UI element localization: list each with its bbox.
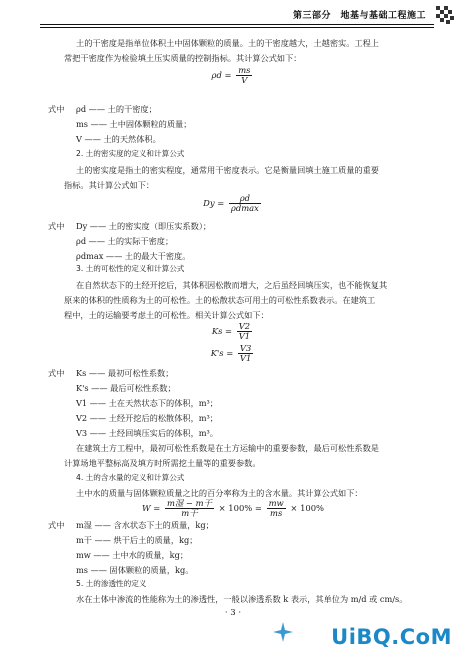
section-heading: 3. 土的可松性的定义和计算公式 — [76, 264, 185, 273]
body-line: 程中，土的运输要考虑土的可松性。相关计算公式如下： — [64, 310, 269, 320]
definition-line: V —— 土的天然体积。 — [76, 134, 161, 144]
formula-water-content: W = m湿 − m干 m干 × 100% = $\frac{mw}{ms}$ × 100% — [141, 498, 325, 518]
section-heading: 5. 土的渗透性的定义 — [76, 579, 147, 588]
body-line: 指标。其计算公式如下： — [64, 180, 155, 190]
page-number: · 3 · — [224, 608, 242, 618]
body-line: 土中水的质量与固体颗粒质量之比的百分率称为土的含水量。其计算公式如下： — [76, 488, 363, 498]
where-label: 式中 — [48, 104, 65, 114]
definition-line: m湿 —— 含水状态下土的质量，kg； — [76, 520, 214, 530]
body-line: 水在土体中渗流的性能称为土的渗透性，一般以渗透系数 k 表示，其单位为 m/d 或 cm/s。 — [76, 594, 408, 604]
definition-line: ms —— 土中固体颗粒的质量； — [76, 119, 192, 129]
body-line: 土的干密度是指单位体积土中固体颗粒的质量。土的干密度越大，土越密实。工程上 — [76, 38, 379, 48]
definition-line: V2 —— 土经开挖后的松散体积，m³； — [76, 413, 218, 423]
formula-compaction: Dy = ρd ρdmax — [203, 193, 259, 213]
definition-line: ρd —— 土的干密度； — [76, 104, 157, 114]
body-line: 原来的体积的性质称为土的可松性。土的松散状态可用土的可松性系数表示。在建筑工 — [64, 295, 376, 305]
watermark-star-icon — [272, 621, 294, 643]
definition-line: m干 —— 烘干后土的质量，kg； — [76, 535, 198, 545]
definition-line: K's —— 最后可松性系数； — [76, 383, 176, 393]
definition-line: V3 —— 土经回填压实后的体积，m³。 — [76, 428, 218, 438]
formula-final-looseness: K's = $\frac{V3}{V1}$ — [210, 343, 252, 363]
where-label: 式中 — [48, 368, 65, 378]
where-label: 式中 — [48, 221, 65, 231]
section-heading: 2. 土的密实度的定义和计算公式 — [76, 149, 185, 158]
definition-line: mw —— 土中水的质量，kg； — [76, 550, 189, 560]
definition-line: V1 —— 土在天然状态下的体积，m³； — [76, 398, 218, 408]
body-line: 在自然状态下的土经开挖后，其体积因松散而增大，之后虽经回填压实，也不能恢复其 — [76, 280, 388, 290]
where-label: 式中 — [48, 520, 65, 530]
formula-dry-density: ρd = $\frac{ms}{V}$ — [211, 65, 251, 85]
body-line: 土的密实度是指土的密实程度，通常用干密度表示。它是衡量回填土施工质量的重要 — [76, 165, 379, 175]
definition-line: Ks —— 最初可松性系数； — [76, 368, 174, 378]
body-line: 计算场地平整标高及填方时所需挖土量等的重要参数。 — [64, 458, 261, 468]
formula-initial-looseness: Ks = $\frac{V2}{V1}$ — [211, 321, 251, 341]
body-line: 常把干密度作为检验填土压实质量的控制指标。其计算公式如下： — [64, 53, 302, 63]
header-rule-thin — [40, 27, 434, 28]
running-header: 第三部分 地基与基础工程施工 — [292, 11, 426, 21]
header-rule — [40, 24, 434, 25]
definition-line: ρdmax —— 土的最大干密度。 — [76, 251, 191, 261]
section-heading: 4. 土的含水量的定义和计算公式 — [76, 473, 185, 482]
watermark-logo: UiBQ.CoM — [331, 625, 452, 649]
header-mosaic-icon — [436, 6, 454, 24]
definition-line: ms —— 固体颗粒的质量，kg。 — [76, 565, 194, 575]
definition-line: Dy —— 土的密实度（即压实系数）； — [76, 221, 212, 231]
definition-line: ρd —— 土的实际干密度； — [76, 236, 174, 246]
body-line: 在建筑土方工程中，最初可松性系数是在土方运输中的重要参数，最后可松性系数是 — [76, 443, 379, 453]
